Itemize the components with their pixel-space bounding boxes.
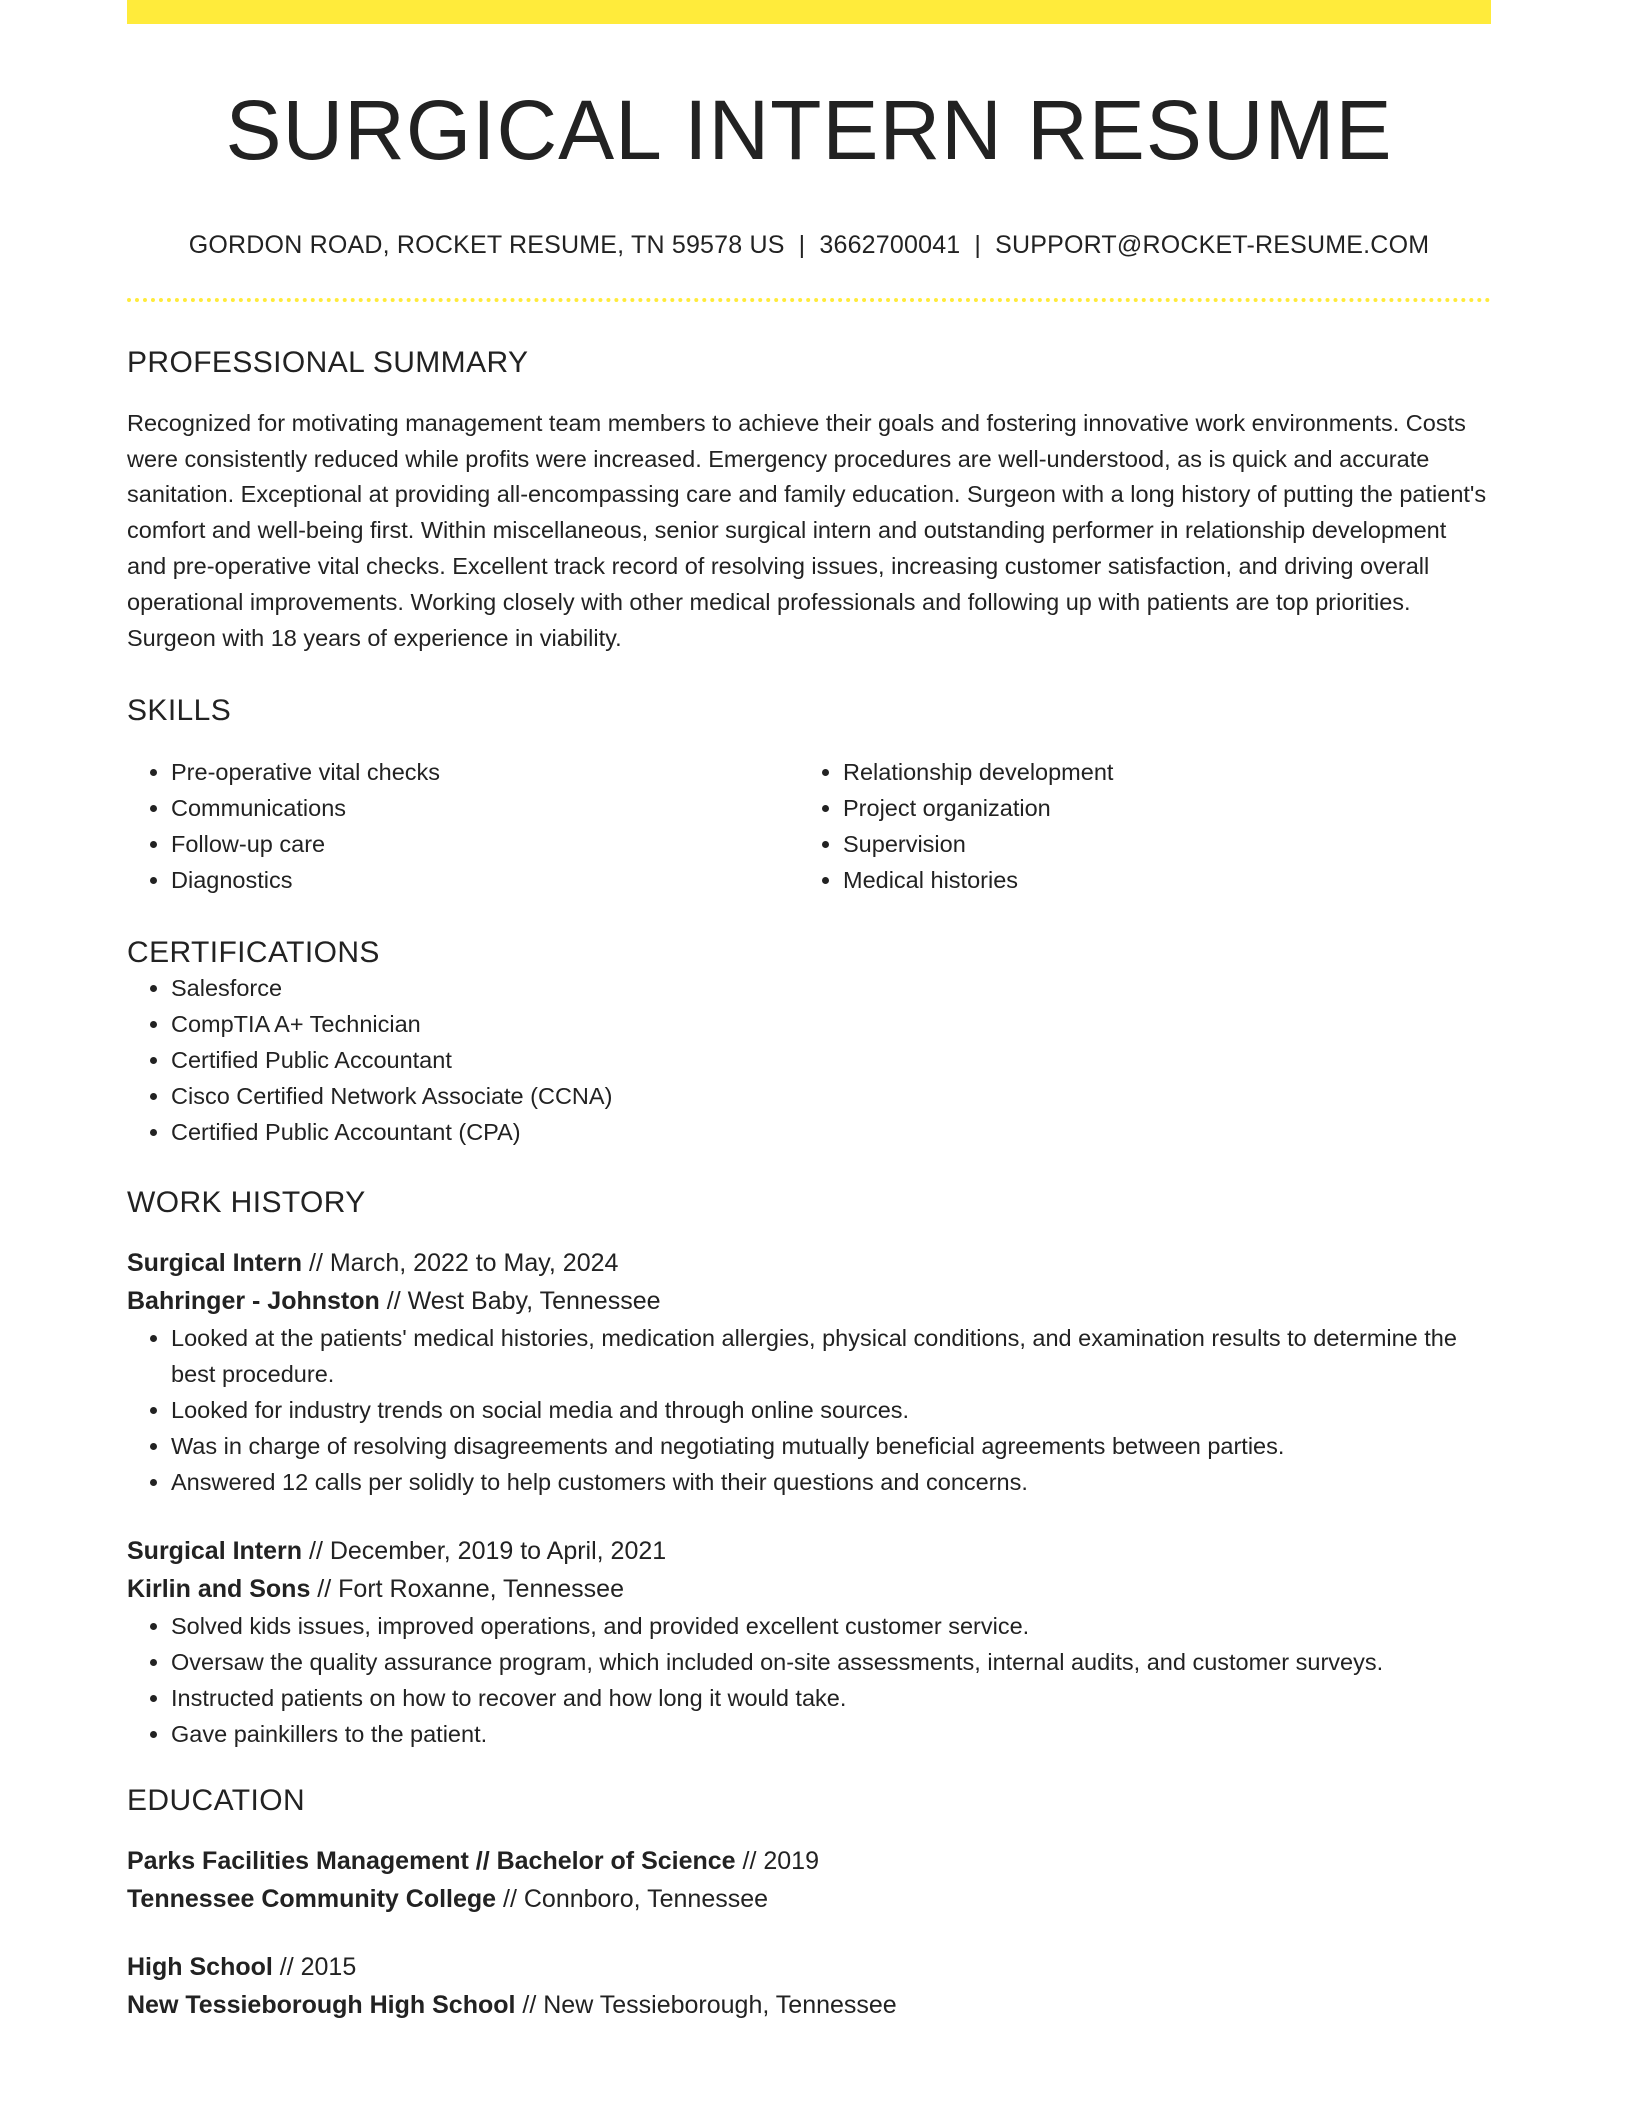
education-degree-line <box>127 1948 1491 1986</box>
certifications-list <box>127 970 1491 1150</box>
job-bullets <box>127 1608 1491 1752</box>
skill-item: • Diagnostics <box>171 862 799 898</box>
job-bullet: • Instructed patients on how to recover and how long it would take. <box>171 1680 1491 1716</box>
skill-item: • Relationship development <box>843 754 1471 790</box>
education-entry <box>127 1842 1491 1918</box>
skills-list-right <box>799 754 1471 898</box>
skills-heading: SKILLS <box>127 694 232 728</box>
job-company: Kirlin and Sons <box>127 1575 311 1604</box>
skill-item: • Follow-up care <box>171 826 799 862</box>
certifications-heading: CERTIFICATIONS <box>127 936 380 970</box>
job-bullets <box>127 1320 1491 1500</box>
skill-item: • Project organization <box>843 790 1471 826</box>
job-bullet: • Solved kids issues, improved operations, and provided excellent customer service. <box>171 1608 1491 1644</box>
contact-line <box>127 231 1491 260</box>
skill-item: • Pre-operative vital checks <box>171 754 799 790</box>
contact-address: GORDON ROAD, ROCKET RESUME, TN 59578 US <box>188 230 785 259</box>
education-degree-line <box>127 1842 1491 1880</box>
job-company-line <box>127 1570 1491 1608</box>
work-history-heading: WORK HISTORY <box>127 1186 366 1220</box>
education-year: // 2019 <box>735 1847 819 1876</box>
job-company: Bahringer - Johnston <box>127 1287 380 1316</box>
job-bullet: • Looked for industry trends on social media and through online sources. <box>171 1392 1491 1428</box>
certification-item: • Salesforce <box>171 970 1491 1006</box>
education-location: // New Tessieborough, Tennessee <box>515 1991 897 2020</box>
job-bullet: • Answered 12 calls per solidly to help customers with their questions and concerns. <box>171 1464 1491 1500</box>
education-year: // 2015 <box>272 1953 357 1982</box>
education-location: // Connboro, Tennessee <box>496 1885 769 1914</box>
job-title-line <box>127 1532 1491 1570</box>
job-bullet: • Looked at the patients' medical histories, medication allergies, physical conditions, and examination results to determine the best procedure. <box>171 1320 1491 1392</box>
job-bullet: • Oversaw the quality assurance program, which included on-site assessments, internal audits, and customer surveys. <box>171 1644 1491 1680</box>
skills-grid <box>127 754 1491 898</box>
job-company-line <box>127 1282 1491 1320</box>
job-location: // West Baby, Tennessee <box>379 1287 661 1316</box>
resume-page <box>127 0 1491 2024</box>
summary-text: Recognized for motivating management team members to achieve their goals and fostering innovative work environments. Costs were consistently reduced while profits were increased. Emergency procedures are well-understood, as is quick and accurate sanitation. Exceptional at providing all-encompassing care and family education. Surgeon with a long history of putting the patient's comfort and well-being first. Within miscellaneous, senior surgical intern and outstanding performer in relationship development and pre-operative vital checks. Excellent track record of resolving issues, increasing customer satisfaction, and driving overall operational improvements. Working closely with other medical professionals and following up with patients are top priorities. Surgeon with 18 years of experience in viability. <box>127 409 1487 651</box>
education-school-line <box>127 1986 1491 2024</box>
skill-item: • Supervision <box>843 826 1471 862</box>
job-dates: // March, 2022 to May, 2024 <box>302 1249 619 1278</box>
education-school: New Tessieborough High School <box>127 1991 516 2020</box>
education-degree: Parks Facilities Management // Bachelor of Science <box>127 1847 736 1876</box>
certification-item: • CompTIA A+ Technician <box>171 1006 1491 1042</box>
certification-item: • Cisco Certified Network Associate (CCNA) <box>171 1078 1491 1114</box>
job-dates: // December, 2019 to April, 2021 <box>302 1537 667 1566</box>
contact-email: SUPPORT@ROCKET-RESUME.COM <box>995 230 1430 259</box>
certification-item: • Certified Public Accountant (CPA) <box>171 1114 1491 1150</box>
summary-heading: PROFESSIONAL SUMMARY <box>127 345 529 379</box>
certification-item: • Certified Public Accountant <box>171 1042 1491 1078</box>
education-entry <box>127 1948 1491 2024</box>
job-title: Surgical Intern <box>127 1537 303 1566</box>
skill-item: • Medical histories <box>843 862 1471 898</box>
contact-separator: | <box>974 230 982 259</box>
skill-item: • Communications <box>171 790 799 826</box>
skills-list-left <box>127 754 799 898</box>
education-school: Tennessee Community College <box>127 1885 497 1914</box>
job-bullet: • Was in charge of resolving disagreements and negotiating mutually beneficial agreements between parties. <box>171 1428 1491 1464</box>
education-school-line <box>127 1880 1491 1918</box>
job-title: Surgical Intern <box>127 1249 303 1278</box>
job-bullet: • Gave painkillers to the patient. <box>171 1716 1491 1752</box>
dotted-divider <box>127 298 1491 302</box>
job-entry-header <box>127 1244 1491 1320</box>
job-location: // Fort Roxanne, Tennessee <box>310 1575 624 1604</box>
contact-phone: 3662700041 <box>819 230 961 259</box>
education-heading: EDUCATION <box>127 1784 306 1818</box>
resume-title: SURGICAL INTERN RESUME <box>225 83 1393 177</box>
job-entry-header <box>127 1532 1491 1608</box>
job-title-line <box>127 1244 1491 1282</box>
contact-separator: | <box>798 230 806 259</box>
accent-bar <box>127 0 1491 24</box>
education-degree: High School <box>127 1953 273 1982</box>
